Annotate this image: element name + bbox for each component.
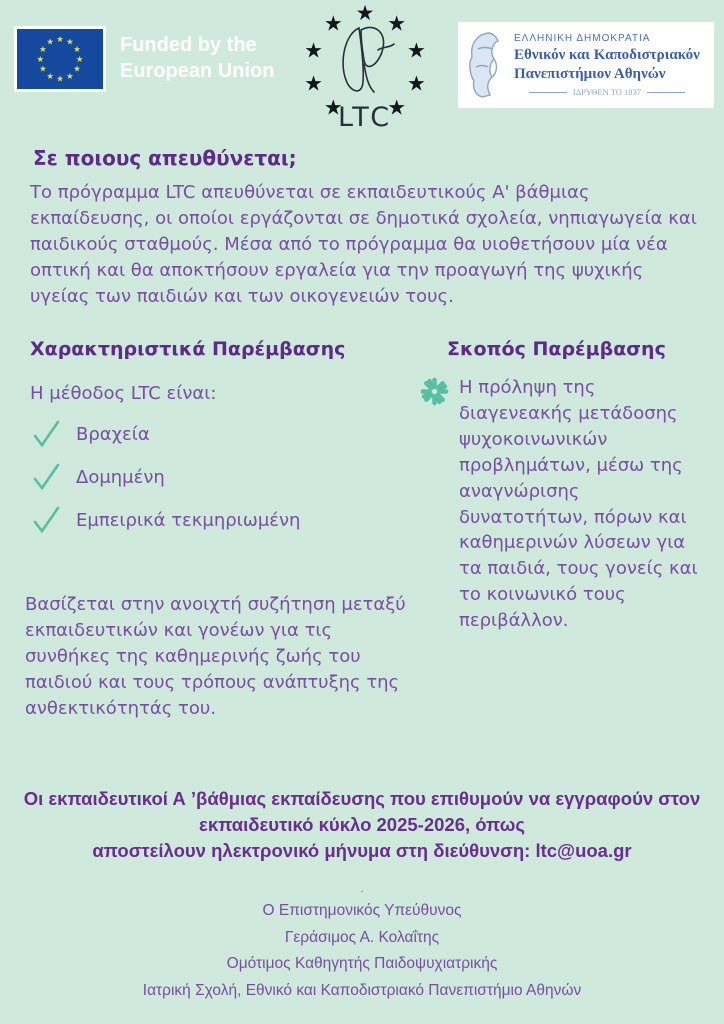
svg-text:★: ★ bbox=[73, 63, 81, 74]
eu-funding-label-line1: Funded by the bbox=[120, 34, 257, 56]
purpose-heading: Σκοπός Παρέμβασης bbox=[447, 338, 666, 360]
eu-flag-icon bbox=[14, 26, 106, 92]
svg-text:★: ★ bbox=[46, 36, 54, 47]
university-emblem-icon bbox=[464, 29, 508, 101]
eu-funding-label-line2: European Union bbox=[120, 60, 275, 82]
check-item-label: Δομημένη bbox=[76, 466, 165, 488]
svg-text:★: ★ bbox=[304, 71, 324, 96]
footer-name: Γεράσιμος Α. Κολαΐτης bbox=[284, 928, 440, 946]
svg-text:★: ★ bbox=[56, 73, 64, 84]
footer-role: Ο Επιστημονικός Υπεύθυνος bbox=[262, 902, 462, 919]
svg-text:★: ★ bbox=[66, 70, 74, 81]
purpose-section bbox=[420, 375, 712, 634]
footer-credits bbox=[0, 898, 724, 1005]
svg-text:★: ★ bbox=[36, 53, 45, 64]
footer-institution: Ιατρική Σχολή, Εθνικό και Καποδιστριακό Πανεπιστήμιο Αθηνών bbox=[142, 981, 582, 999]
ltc-logo bbox=[282, 2, 448, 134]
check-item-label: Βραχεία bbox=[76, 423, 150, 445]
svg-text:★: ★ bbox=[387, 95, 407, 120]
svg-text:★: ★ bbox=[355, 2, 375, 25]
svg-text:★: ★ bbox=[46, 70, 54, 81]
cta-line2: εκπαιδευτικό κύκλο 2025-2026, όπως bbox=[199, 813, 525, 835]
cta-text bbox=[0, 786, 724, 864]
eu-funding-block bbox=[14, 26, 274, 92]
svg-text:★: ★ bbox=[75, 53, 84, 64]
university-republic-label: ΕΛΛΗΝΙΚΗ ΔΗΜΟΚΡΑΤΙΑ bbox=[514, 32, 651, 44]
cta-line1: Οι εκπαιδευτικοί Α ’βάθμιας εκπαίδευσης που επιθυμούν να εγγραφούν στον bbox=[23, 788, 701, 809]
check-item-label: Εμπειρικά τεκμηριωμένη bbox=[76, 509, 301, 531]
check-icon bbox=[32, 463, 62, 491]
university-logo bbox=[458, 22, 714, 108]
footer-dot: . bbox=[360, 884, 364, 895]
eu-funding-label bbox=[120, 32, 274, 84]
list-item bbox=[32, 506, 392, 534]
svg-text:★: ★ bbox=[39, 63, 47, 74]
characteristics-checklist bbox=[32, 420, 392, 549]
starburst-icon bbox=[420, 377, 449, 406]
svg-text:★: ★ bbox=[406, 38, 426, 63]
rule-right bbox=[647, 92, 685, 93]
svg-text:★: ★ bbox=[304, 38, 324, 63]
svg-text:★: ★ bbox=[56, 34, 64, 45]
cta-line3-with-email: αποστείλουν ηλεκτρονικό μήνυμα στη διεύθυνση: ltc@uoa.gr bbox=[92, 839, 632, 861]
svg-text:★: ★ bbox=[39, 43, 47, 54]
ltc-logo-label: LTC bbox=[337, 102, 393, 133]
svg-text:★: ★ bbox=[66, 36, 74, 47]
svg-text:★: ★ bbox=[73, 43, 81, 54]
purpose-paragraph: Η πρόληψη της διαγενεακής μετάδοσης ψυχοκοινωνικών προβλημάτων, μέσω της αναγνώρισης δυνατοτήτων, πόρων και καθημερινών λύσεων για τα παιδιά, τους γονείς και το κοινωνικό τους περιβάλλον. bbox=[459, 377, 698, 632]
svg-text:★: ★ bbox=[323, 95, 343, 120]
check-icon bbox=[32, 506, 62, 534]
svg-text:★: ★ bbox=[323, 11, 343, 36]
intro-paragraph: Το πρόγραμμα LTC απευθύνεται σε εκπαιδευτικούς Α' βάθμιας εκπαίδευσης, οι οποίοι εργάζονται σε δημοτικά σχολεία, νηπιαγωγεία και παιδικούς σταθμούς. Μέσα από το πρόγραμμα θα υιοθετήσουν μία νέα οπτική και θα αποκτήσουν εργαλεία για την προαγωγή της ψυχικής υγείας των παιδιών και των οικογενειών τους. bbox=[30, 182, 697, 308]
method-intro: Η μέθοδος LTC είναι: bbox=[30, 383, 217, 404]
svg-text:★: ★ bbox=[387, 11, 407, 36]
list-item bbox=[32, 420, 392, 448]
university-text bbox=[514, 33, 700, 98]
university-name-line1: Εθνικόν και Καποδιστριακόν bbox=[514, 46, 700, 63]
page-header bbox=[0, 0, 724, 138]
list-item bbox=[32, 463, 392, 491]
university-name-line2: Πανεπιστήμιον Αθηνών bbox=[514, 65, 666, 82]
rule-left bbox=[529, 92, 567, 93]
characteristics-heading: Χαρακτηριστικά Παρέμβασης bbox=[30, 338, 346, 360]
university-founded-label: ΙΔΡΥΘΕΝ ΤΟ 1837 bbox=[529, 87, 685, 97]
characteristics-footer-paragraph: Βασίζεται στην ανοιχτή συζήτηση μεταξύ εκπαιδευτικών και γονέων για τις συνθήκες της καθημερινής ζωής του παιδιού και τους τρόπους ανάπτυξης της ανθεκτικότητάς του. bbox=[25, 594, 406, 719]
footer-title: Ομότιμος Καθηγητής Παιδοψυχιατρικής bbox=[226, 955, 498, 973]
svg-text:★: ★ bbox=[406, 71, 426, 96]
intro-heading: Σε ποιους απευθύνεται; bbox=[33, 146, 297, 170]
ltc-butterfly-icon bbox=[343, 27, 394, 92]
check-icon bbox=[32, 420, 62, 448]
